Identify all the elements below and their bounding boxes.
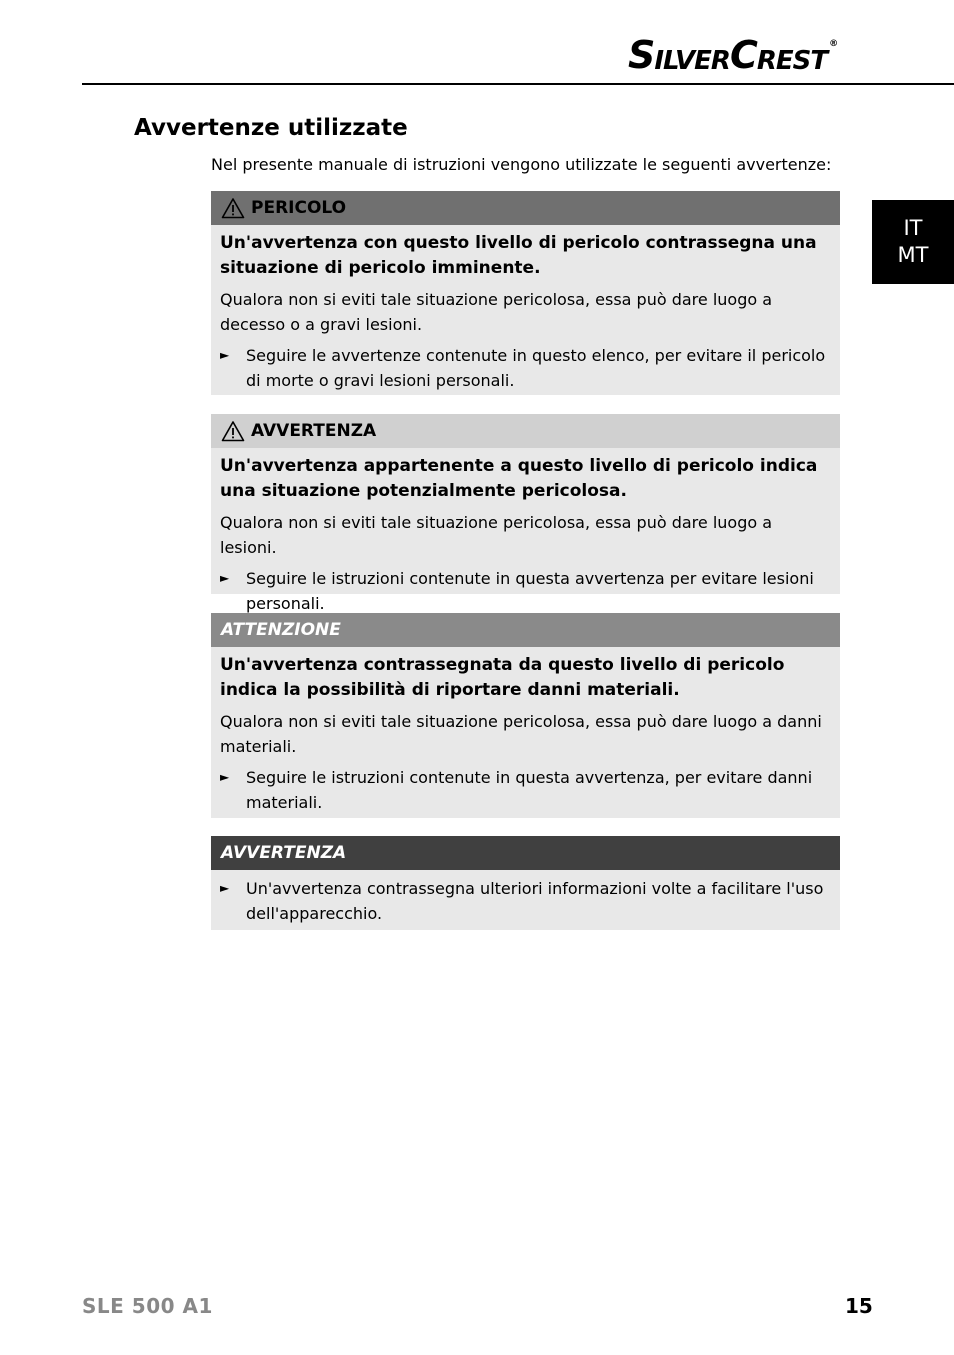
logo-s: S <box>628 33 655 77</box>
warning-box-avvertenza <box>211 414 840 613</box>
warning-box-header-label: PERICOLO <box>251 198 347 218</box>
warning-box-text: Qualora non si eviti tale situazione pericolosa, essa può dare luogo a lesioni. <box>220 513 773 557</box>
warning-box-header <box>211 191 840 225</box>
warning-box-bullet-text: Seguire le istruzioni contenute in questa avvertenza, per evitare danni materiali. <box>246 768 813 812</box>
warning-box-lead: Un'avvertenza con questo livello di pericolo contrassegna una situazione di pericolo imminente. <box>220 233 817 278</box>
note-box-avvertenza <box>211 836 840 930</box>
note-box-header <box>211 836 840 870</box>
warning-box-header <box>211 414 840 448</box>
warning-box-attenzione <box>211 613 840 818</box>
warning-box-bullet-text: Seguire le avvertenze contenute in questo elenco, per evitare il pericolo di morte o gravi lesioni personali. <box>246 346 826 390</box>
bullet-arrow-icon: ► <box>220 348 230 362</box>
warning-box-header-label: AVVERTENZA <box>251 421 377 441</box>
note-box-header-label: AVVERTENZA <box>221 843 347 863</box>
warning-box-text: Qualora non si eviti tale situazione pericolosa, essa può dare luogo a decesso o a gravi lesioni. <box>220 290 773 334</box>
warning-box-body <box>211 225 840 393</box>
language-tab <box>872 200 954 284</box>
warning-triangle-icon <box>221 420 245 442</box>
language-tab-it: IT <box>903 216 923 240</box>
note-box-bullet <box>220 876 831 926</box>
note-box-body <box>211 870 840 926</box>
logo-c: C <box>729 33 757 77</box>
warning-box-text: Qualora non si eviti tale situazione pericolosa, essa può dare luogo a danni materiali. <box>220 712 822 756</box>
warning-box-lead: Un'avvertenza appartenente a questo livello di pericolo indica una situazione potenzialmente pericolosa. <box>220 456 818 501</box>
header-rule <box>82 83 954 85</box>
warning-box-bullet <box>220 566 831 616</box>
note-box-bullet-text: Un'avvertenza contrassegna ulteriori informazioni volte a facilitare l'uso dell'apparecchio. <box>246 879 824 923</box>
warning-box-pericolo <box>211 191 840 395</box>
warning-box-body <box>211 647 840 815</box>
warning-box-header <box>211 613 840 647</box>
warning-box-body <box>211 448 840 616</box>
warning-box-header-label: ATTENZIONE <box>221 620 341 640</box>
logo-ilver: ILVER <box>654 46 730 76</box>
warning-box-lead: Un'avvertenza contrassegnata da questo livello di pericolo indica la possibilità di riportare danni materiali. <box>220 655 785 700</box>
warning-box-bullet <box>220 765 831 815</box>
page-number: 15 <box>845 1294 873 1318</box>
registered-mark: ® <box>829 39 838 49</box>
section-intro: Nel presente manuale di istruzioni vengono utilizzate le seguenti avvertenze: <box>211 155 832 174</box>
bullet-arrow-icon: ► <box>220 881 230 895</box>
warning-triangle-icon <box>221 197 245 219</box>
language-tab-mt: MT <box>897 243 929 267</box>
bullet-arrow-icon: ► <box>220 770 230 784</box>
section-title: Avvertenze utilizzate <box>134 115 408 141</box>
footer-model-name: SLE 500 A1 <box>82 1294 213 1318</box>
warning-box-bullet-text: Seguire le istruzioni contenute in questa avvertenza per evitare lesioni personali. <box>246 569 814 613</box>
silvercrest-logo <box>628 33 888 77</box>
logo-rest: REST <box>756 46 828 76</box>
bullet-arrow-icon: ► <box>220 571 230 585</box>
warning-box-bullet <box>220 343 831 393</box>
